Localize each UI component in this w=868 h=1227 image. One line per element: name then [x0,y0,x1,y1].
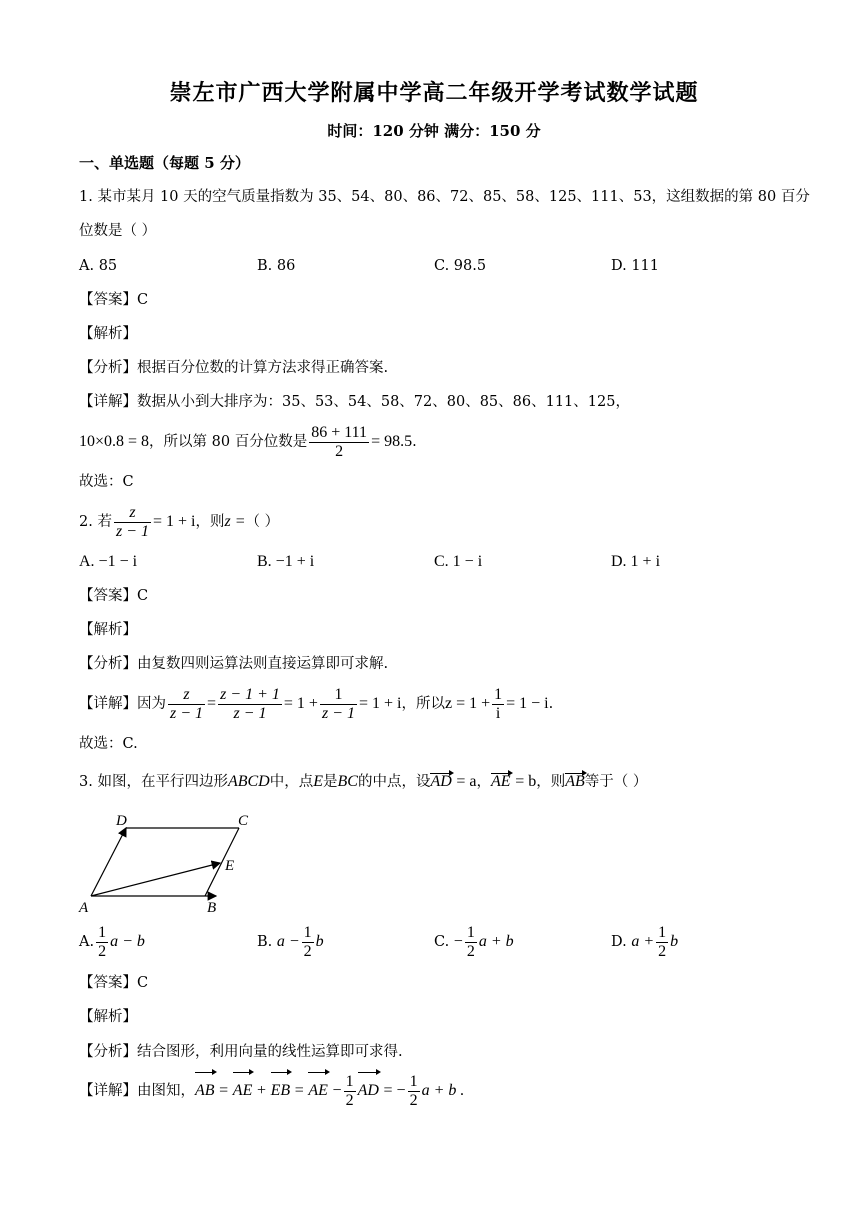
q2-detail: 【详解】因为 $\frac{z}{z - 1}$ = $\frac{z - 1 + 1}{z - 1}$ = 1 + $\frac{1}{z - 1}$ = 1 + i，所以z = 1 + $\frac{1}{i}$ = 1 − i. [79,685,554,722]
q1-analysis-tag: 【解析】 [79,326,137,342]
term: z = 1 + [444,695,491,712]
q3-answer [79,973,148,993]
q2-option-d: D. 1 + i [611,553,661,570]
op: − [332,1082,342,1099]
fraction [320,686,357,723]
fraction-denominator: z − 1 [170,704,204,722]
fraction [408,1073,420,1110]
text: 等于（ ） [584,774,648,790]
q3-detail [79,1071,464,1111]
vector-ad [91,828,126,896]
fraction [465,924,477,961]
answer-value: C [137,975,149,991]
expr: a + b [478,933,514,950]
q2-num: 2. 若 [79,514,112,530]
op: = [294,1082,304,1099]
label-e: E [225,858,235,874]
fenxi-tag: 【分析】 [79,656,137,672]
fraction-numerator: 86 + 111 [311,423,368,441]
fenxi-tag: 【分析】 [79,360,137,376]
label: D. [611,934,627,950]
q2-answer [79,586,148,606]
q1-option-c: C. 98.5 [434,258,487,274]
parallelogram-figure [74,808,264,916]
text: 是 [323,774,338,790]
fraction-denominator: z − 1 [321,704,355,722]
q3-analysis-tag: 【解析】 [79,1009,137,1025]
fraction-numerator: 1 [303,923,312,941]
var: ABCD [227,773,270,790]
vector: AB [195,1071,215,1111]
text: ，则 [536,774,566,790]
op: = − [383,1082,406,1099]
fenxi-text: 由复数四则运算法则直接运算即可求解. [137,656,389,672]
fraction-numerator: z [114,504,151,523]
expr: a + [631,933,655,950]
fraction-denominator: 2 [658,942,667,960]
label: B. [257,934,273,950]
q1-detail-line2: 10×0.8 = 8，所以第 80 百分位数是 $\frac{86 + 111}{2}$ = 98.5. [79,423,417,460]
answer-tag: 【答案】 [79,975,137,991]
text: 的中点，设 [357,774,431,790]
q2-option-b: B. −1 + i [257,553,315,570]
label-b: B [207,900,217,916]
vector: AD [430,773,452,790]
fraction [218,686,282,723]
fraction [96,924,108,961]
fraction-denominator: z − 1 [233,704,267,722]
vector: AE [233,1071,253,1111]
answer-tag: 【答案】 [79,588,137,604]
label-d: D [116,813,127,829]
op: + [256,1082,266,1099]
label-c: C [238,813,249,829]
q2-stem [79,502,279,542]
vector: AB [565,773,585,790]
fenxi-text: 根据百分位数的计算方法求得正确答案. [137,360,389,376]
fraction [309,424,369,461]
detail-tag: 【详解】 [79,394,137,410]
detail-text: 数据从小到大排序为：35、53、54、58、72、80、85、86、111、125， [137,394,630,410]
equation: = 1 + i [152,513,196,530]
fraction-denominator: 2 [303,942,312,960]
q3-option-a [79,922,145,962]
sign: − [453,933,463,950]
fraction [344,1073,356,1110]
q3-option-c [434,922,514,962]
op: = [219,1082,229,1099]
label: C. [434,934,450,950]
fenxi-text: 结合图形，利用向量的线性运算即可求得. [137,1044,403,1060]
detail-tag: 【详解】 [79,696,137,712]
calc: 10×0.8 = 8 [79,433,150,450]
fraction [302,924,314,961]
q1-option-b: B. 86 [257,258,296,274]
fraction-numerator: 1 [466,923,475,941]
vector: AD [358,1071,379,1111]
q1-option-d: D. 111 [611,258,660,274]
fraction-numerator: z [168,686,205,705]
fraction-numerator: 1 [98,923,107,941]
q1-option-a: A. 85 [79,258,118,274]
fraction-numerator: z − 1 + 1 [220,685,280,703]
fraction [492,686,504,723]
term: ，所以 [401,696,445,712]
fraction-numerator: 1 [658,923,667,941]
q1-stem-line2: 位数是（ ） [79,223,157,239]
expr: a − b [110,933,145,950]
label-a: A [79,900,89,916]
fraction-denominator: i [495,704,501,722]
q1-fenxi [79,358,388,378]
fraction-denominator: 2 [466,942,475,960]
exam-info: 时间：120 分钟 满分：150 分 [327,122,541,140]
fraction-denominator: z − 1 [115,522,149,540]
q3-stem [79,772,647,792]
vector: EB [271,1071,291,1111]
q2-fenxi [79,654,388,674]
detail-tag: 【详解】 [79,1083,137,1099]
answer-value: C [137,292,149,308]
var: E [313,773,324,790]
fraction-denominator: 2 [98,942,107,960]
fraction [656,924,668,961]
term: = 1 + i [358,695,402,712]
text: 3. 如图，在平行四边形 [79,774,228,790]
fraction-denominator: 2 [409,1091,418,1109]
q1-detail-line1 [79,392,630,412]
eq: = b [515,773,537,790]
vector-ae [91,863,220,896]
label: A. [79,934,95,950]
z-eq: z = [224,513,246,530]
fraction [168,686,205,723]
q2-conclusion: 故选：C. [79,736,138,752]
fenxi-tag: 【分析】 [79,1044,137,1060]
eq: = a [456,773,477,790]
q2-option-a: A. −1 − i [79,553,138,570]
fraction-denominator: 2 [335,442,344,460]
text: ， [476,774,492,790]
q1-conclusion: 故选：C [79,474,134,490]
expr: a + b . [421,1082,465,1099]
term: = 1 + [283,695,318,712]
q2-analysis-tag: 【解析】 [79,622,137,638]
expr: b [315,933,324,950]
q2-option-c: C. 1 − i [434,553,483,570]
fraction-denominator: 2 [345,1091,354,1109]
section-heading: 一、单选题（每题 5 分） [79,154,250,172]
q3-option-b [257,922,324,962]
var: BC [337,773,358,790]
detail-pre: 由图知， [137,1083,195,1099]
detail-mid: ，所以第 80 百分位数是 [149,434,308,450]
answer-tag: 【答案】 [79,292,137,308]
q1-stem-line1: 1. 某市某月 10 天的空气质量指数为 35、54、80、86、72、85、58、125、111、53，这组数据的第 80 百分 [79,189,810,205]
result: = 98.5 [371,433,413,450]
q2-mid: ，则 [195,514,225,530]
text: 中，点 [269,774,314,790]
paren: （ ） [245,514,280,530]
page-title: 崇左市广西大学附属中学高二年级开学考试数学试题 [169,80,699,106]
fraction-numerator: 1 [409,1072,418,1090]
term: = 1 − i [506,695,549,712]
answer-value: C [137,588,149,604]
vector: AE [308,1071,328,1111]
expr: b [670,933,679,950]
fraction-numerator: 1 [345,1072,354,1090]
q3-fenxi [79,1042,403,1062]
vector: AE [491,773,511,790]
fraction-numerator: 1 [320,686,357,705]
expr: a − [276,933,300,950]
detail-pre: 因为 [137,696,166,712]
fraction-numerator: 1 [494,685,503,703]
fraction [114,504,151,541]
q3-option-d [611,922,678,962]
q1-answer [79,290,148,310]
